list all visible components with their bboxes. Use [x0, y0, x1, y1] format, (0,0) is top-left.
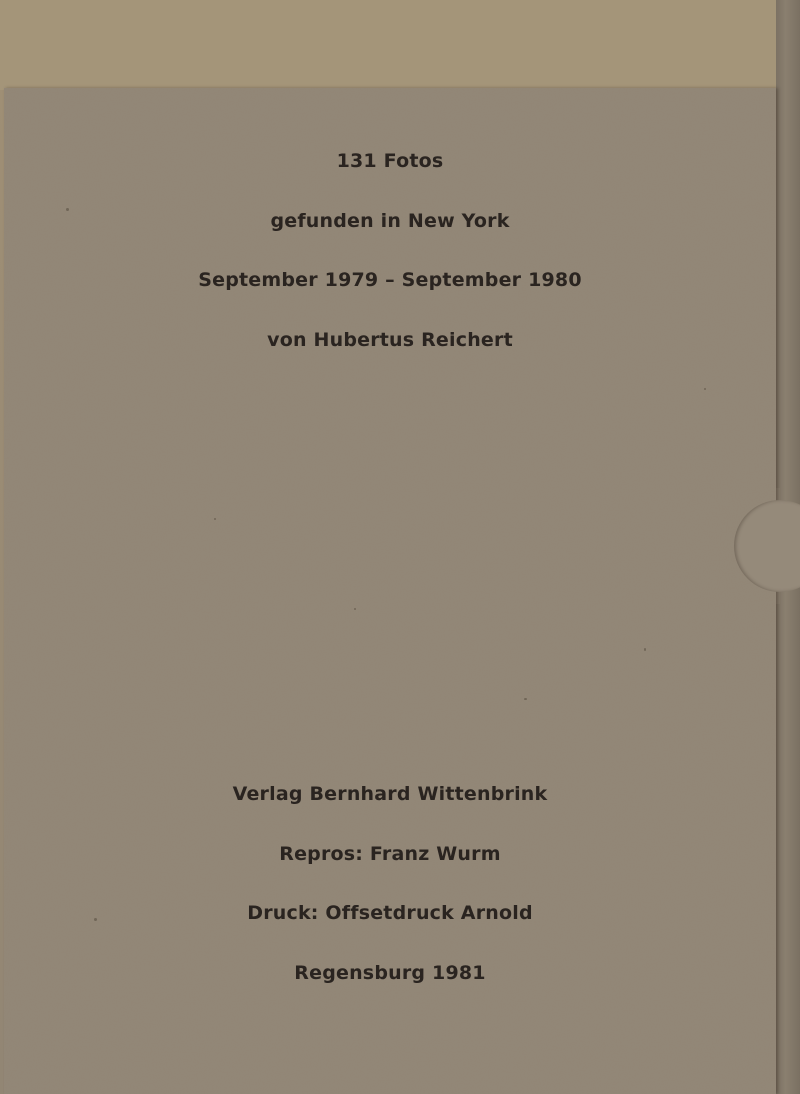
slipcase-top-band [0, 0, 780, 90]
title-count: 131 Fotos [336, 150, 444, 172]
cardboard-cover [4, 88, 776, 1094]
fiber-speck [354, 608, 356, 610]
title-location: gefunden in New York [270, 210, 510, 232]
title-author: von Hubertus Reichert [267, 329, 513, 351]
fiber-speck [644, 648, 646, 651]
fiber-speck [704, 388, 706, 390]
cardboard-texture [4, 88, 776, 1094]
imprint-place-year: Regensburg 1981 [294, 962, 486, 984]
fiber-speck [66, 208, 69, 211]
imprint-repros: Repros: Franz Wurm [279, 843, 501, 865]
imprint-publisher: Verlag Bernhard Wittenbrink [232, 783, 548, 805]
fiber-speck [94, 918, 97, 921]
imprint-printer: Druck: Offsetdruck Arnold [247, 902, 533, 924]
fiber-speck [524, 698, 527, 700]
title-dates: September 1979 – September 1980 [198, 269, 582, 291]
fiber-speck [214, 518, 216, 520]
